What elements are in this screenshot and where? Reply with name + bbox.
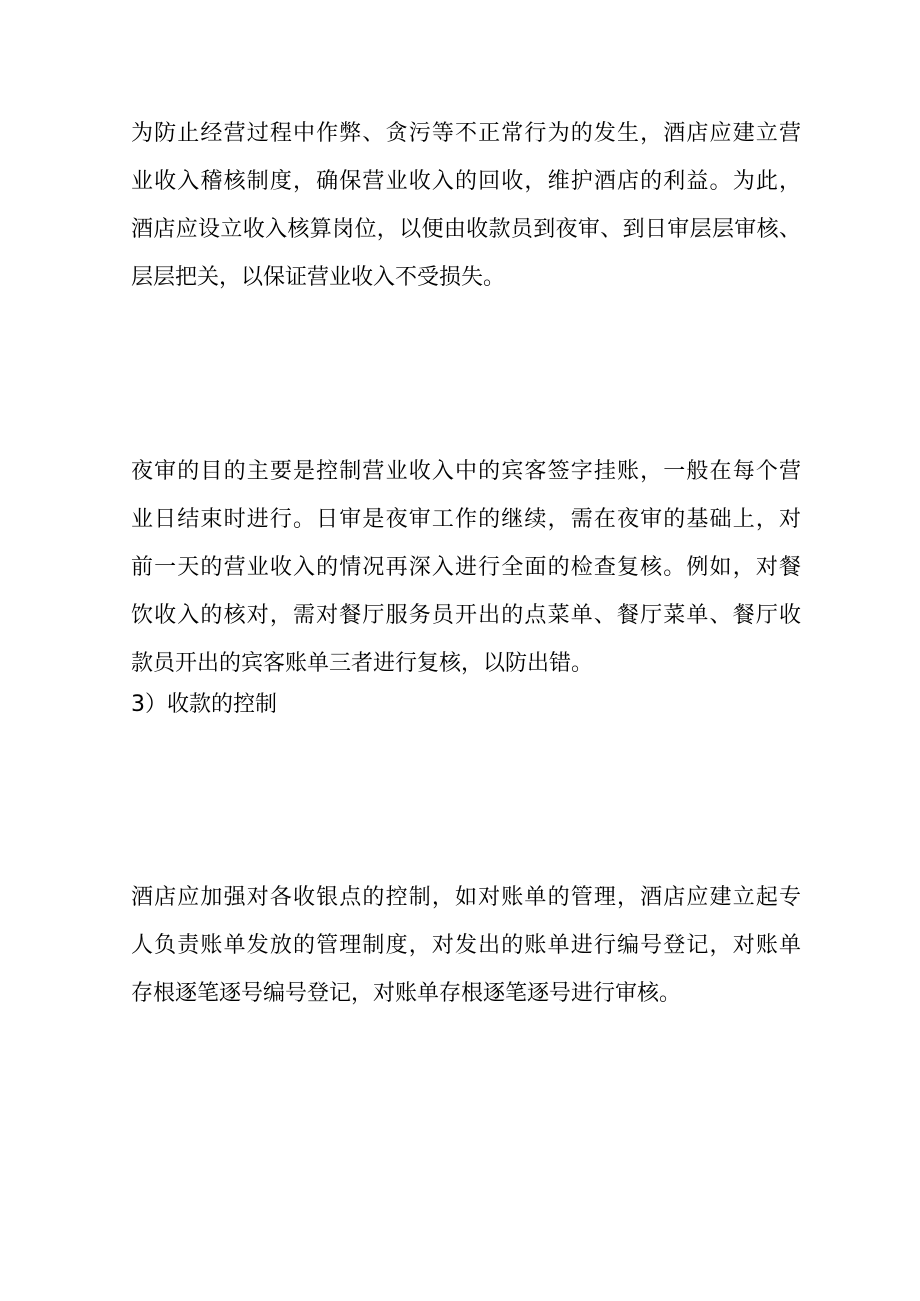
paragraph-line: 人负责账单发放的管理制度，对发出的账单进行编号登记，对账单	[131, 933, 801, 958]
paragraph-line: 存根逐笔逐号编号登记，对账单存根逐笔逐号进行审核。	[131, 981, 682, 1006]
paragraph-line: 业收入稽核制度，确保营业收入的回收，维护酒店的利益。为此，	[131, 169, 801, 194]
paragraph-line: 层层把关，以保证营业收入不受损失。	[131, 265, 506, 290]
paragraph-line: 前一天的营业收入的情况再深入进行全面的检查复核。例如，对餐	[131, 555, 801, 580]
paragraph-line: 酒店应加强对各收银点的控制，如对账单的管理，酒店应建立起专	[131, 885, 801, 910]
paragraph-line: 夜审的目的主要是控制营业收入中的宾客签字挂账，一般在每个营	[131, 459, 801, 484]
paragraph-line: 业日结束时进行。日审是夜审工作的继续，需在夜审的基础上，对	[131, 507, 801, 532]
paragraph-line: 为防止经营过程中作弊、贪污等不正常行为的发生，酒店应建立营	[131, 121, 801, 146]
paragraph-line: 款员开出的宾客账单三者进行复核，以防出错。	[131, 651, 594, 676]
paragraph-line: 饮收入的核对，需对餐厅服务员开出的点菜单、餐厅菜单、餐厅收	[131, 603, 801, 628]
paragraph-line: 酒店应设立收入核算岗位，以便由收款员到夜审、到日审层层审核、	[131, 217, 801, 242]
section-heading: 3）收款的控制	[131, 692, 277, 717]
